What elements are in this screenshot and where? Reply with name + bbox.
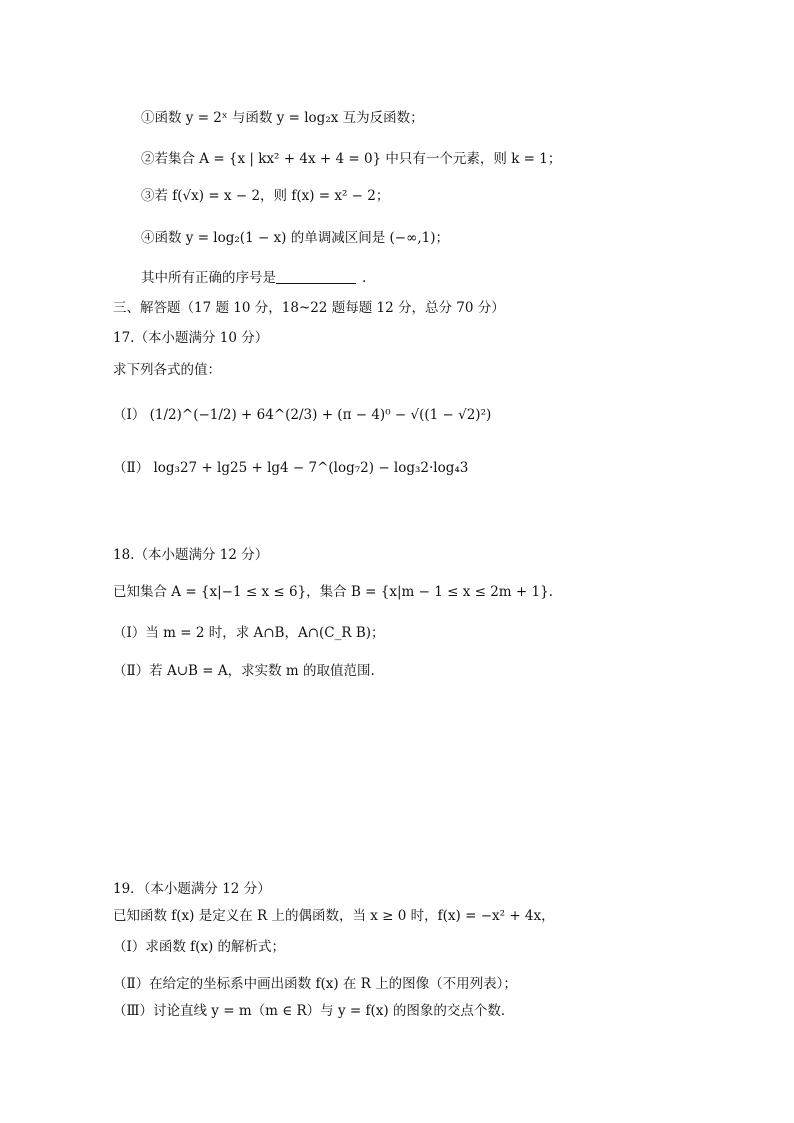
q18-part1: （Ⅰ）当 m = 2 时，求 A∩B，A∩(C_R B)； <box>113 625 385 641</box>
statement-1: ①函数 y = 2ˣ 与函数 y = log₂x 互为反函数； <box>141 110 424 126</box>
q17-part2: （Ⅱ） log₃27 + lg25 + lg4 − 7^(log₇2) − log₃2·log₄3 <box>113 460 469 476</box>
statement-3: ③若 f(√x) = x − 2，则 f(x) = x² − 2； <box>141 188 390 204</box>
q17-title: 17.（本小题满分 10 分） <box>113 330 269 346</box>
statement-2: ②若集合 A = {x | kx² + 4x + 4 = 0} 中只有一个元素，则 k = 1； <box>141 151 562 167</box>
q17-prompt: 求下列各式的值： <box>113 362 221 378</box>
fill-end: . <box>362 270 367 286</box>
q19-title: 19．（本小题满分 12 分） <box>113 881 271 897</box>
q19-given: 已知函数 f(x) 是定义在 R 上的偶函数，当 x ≥ 0 时，f(x) = −x² + 4x， <box>113 908 555 924</box>
section-heading: 三、解答题（17 题 10 分，18~22 题每题 12 分，总分 70 分） <box>113 300 505 316</box>
q18-title: 18.（本小题满分 12 分） <box>113 547 269 563</box>
fill-prompt: 其中所有正确的序号是 <box>141 270 276 286</box>
fill-in-line <box>141 268 366 288</box>
q18-given: 已知集合 A = {x|−1 ≤ x ≤ 6}，集合 B = {x|m − 1 ≤ x ≤ 2m + 1}. <box>113 584 553 600</box>
q19-part1: （Ⅰ）求函数 f(x) 的解析式； <box>113 939 286 955</box>
q19-part3: （Ⅲ）讨论直线 y = m（m ∈ R）与 y = f(x) 的图象的交点个数． <box>113 1003 515 1019</box>
q17-part1: （Ⅰ） (1/2)^(−1/2) + 64^(2/3) + (π − 4)⁰ − √((1 − √2)²) <box>113 407 492 423</box>
answer-blank[interactable] <box>276 269 356 284</box>
statement-4: ④函数 y = log₂(1 − x) 的单调减区间是 (−∞,1)； <box>141 230 449 246</box>
q19-part2: （Ⅱ）在给定的坐标系中画出函数 f(x) 在 R 上的图像（不用列表）； <box>113 976 517 992</box>
q18-part2: （Ⅱ）若 A∪B = A，求实数 m 的取值范围. <box>113 663 375 679</box>
